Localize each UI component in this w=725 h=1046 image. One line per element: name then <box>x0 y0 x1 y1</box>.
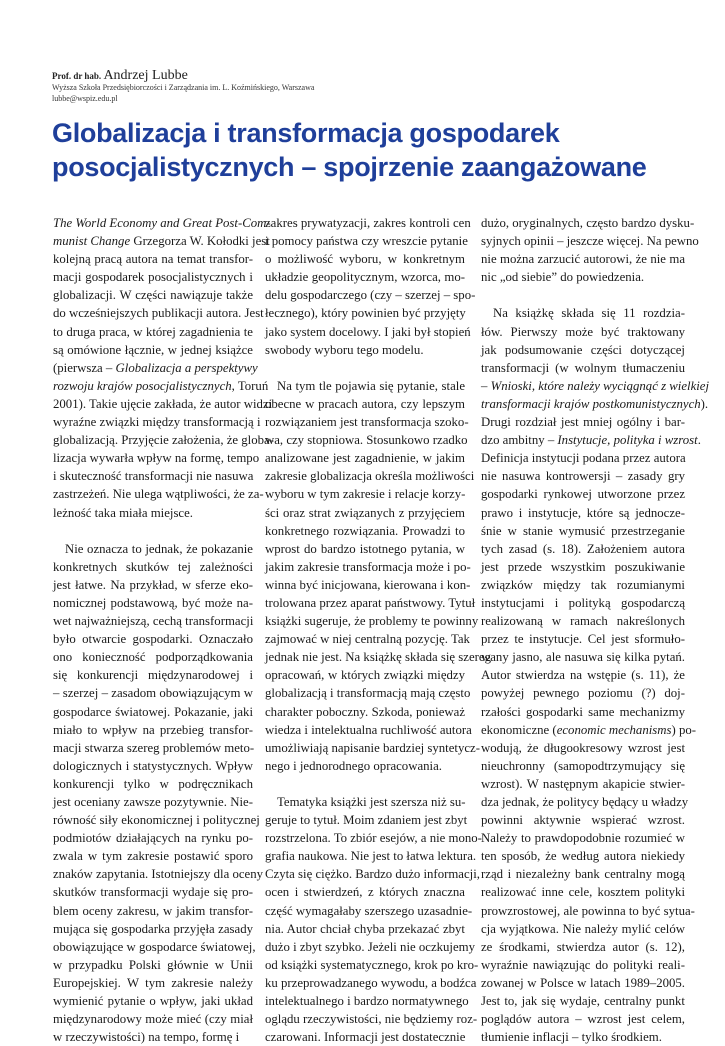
text-line: munist Change Grzegorza W. Kołodki jest <box>53 234 270 249</box>
text-line: realizowaną w ramach nakreślonych <box>481 614 685 629</box>
text-line: skutków transformacji wydaje się pro- <box>53 885 253 900</box>
text-line: łecznego), który powinien być przyjęty <box>265 306 466 321</box>
text-line: obowiązujące w gospodarce światowej, <box>53 939 256 954</box>
author-line <box>52 70 552 82</box>
text-line: poglądów autora – wzrost jest celem, <box>481 1012 685 1027</box>
text-line: globalizacją. Przyjęcie założenia, że globa- <box>53 433 274 448</box>
text-line: w rzeczywistości) na tempo, formę i <box>53 1030 240 1045</box>
text-line: wyraźnie nawiązując do polityki reali- <box>481 957 685 972</box>
italic-title-fragment: rozwoju krajów posocjalistycznych <box>53 378 232 393</box>
text-line: rozwiązaniem jest transformacja szoko- <box>265 415 469 430</box>
text-line: Czyta się ciężko. Bardzo dużo informacji, <box>265 867 480 882</box>
text-line: wa, czy stopniowa. Stosunkowo rzadko <box>265 433 468 448</box>
author-email[interactable]: lubbe@wspiz.edu.pl <box>52 94 118 103</box>
text-line: leżność taka miała miejsce. <box>53 505 193 520</box>
italic-title-fragment: Wnioski, które należy wyciągnąć z wielkiej <box>490 378 710 393</box>
title-line-2: posocjalistycznych – spojrzenie zaangażowane <box>52 152 647 182</box>
text-line: Na tym tle pojawia się pytanie, stale <box>277 378 465 393</box>
text-line: trolowana przez aparat państwowy. Tytuł <box>265 595 476 610</box>
text-line: wodują, że długookresowy wzrost jest <box>481 740 685 755</box>
text-line: równość siły ekonomicznej i politycznej <box>53 813 260 828</box>
text-line: śnie w stanie wymusić przestrzeganie <box>481 523 685 538</box>
text-line: i skuteczność transformacji nie nasuwa <box>53 469 254 484</box>
text-line: kolejną pracą autora na temat transfor- <box>53 252 253 267</box>
text-line: ekonomiczne (economic mechanisms) po- <box>481 722 697 737</box>
text-line: nomicznej podstawową, być może na- <box>53 595 253 610</box>
text-line: globalizacją i transformacją mają często <box>265 686 471 701</box>
text-line: jako system docelowy. I jaki był stopień <box>265 324 471 339</box>
text-column-1 <box>53 214 274 1046</box>
text-line: wyraźne związki między transformacją i <box>53 415 261 430</box>
text-line: oglądu rzeczywistości, nie będziemy roz- <box>265 1012 478 1027</box>
text-line: analizowane jest zagadnienie, w jakim <box>265 451 465 466</box>
article-title <box>52 116 692 184</box>
text-line: konkretnych skutków tej zależności <box>53 559 253 574</box>
text-line: prawo i instytucje, które są jednocze- <box>481 505 685 520</box>
text-line: mująca się gospodarka przyjęła zasady <box>53 921 253 936</box>
text-line: i pomocy państwa czy wreszcie pytanie <box>265 234 468 249</box>
text-line: układzie geopolitycznym, wzorca, mo- <box>265 270 465 285</box>
text-line: Europejskiej. W tym zakresie należy <box>53 975 253 990</box>
text-line: obecne w pracach autora, czy lepszym <box>265 396 465 411</box>
text-line: Tematyka książki jest szersza niż su- <box>277 795 466 809</box>
text-line: do wcześniejszych publikacji autora. Jest <box>53 306 264 321</box>
text-line: Nie oznacza to jednak, że pokazanie <box>65 541 253 556</box>
text-line: książki sugeruje, że problemy te powinny <box>265 614 479 629</box>
text-line: Należy to prawdopodobnie rozumieć w <box>481 831 685 846</box>
italic-title-fragment: Instytucje, polityka i wzrost <box>557 433 698 448</box>
text-line: syjnych opinii – jeszcze więcej. Na pewno <box>481 234 699 249</box>
text-line: wymienić pytanie o wpływ, jaki układ <box>53 994 253 1009</box>
text-line: wyboru w tym zakresie i relacje korzy- <box>265 487 466 502</box>
author-name: Andrzej Lubbe <box>103 68 188 83</box>
text-line: międzynarodowy może mieć (czy miał <box>53 1012 253 1027</box>
text-line: ści oraz strat związanych z przyjęciem <box>265 505 465 520</box>
text-line: rozwoju krajów posocjalistycznych, Toruń <box>53 378 269 393</box>
text-line: Drugi rozdział jest mniej ogólny i bar- <box>481 415 685 430</box>
italic-title-fragment: munist Change <box>53 234 131 249</box>
author-block <box>52 70 552 104</box>
text-line: konkretnego rozwiązania. Prowadzi to <box>265 523 465 538</box>
text-line: dologicznych i statystycznych. Wpływ <box>53 758 253 773</box>
text-line: nie nasuwa kontrowersji – zasady gry <box>481 469 685 484</box>
text-line: przez te instytucje. Cel jest sformuło- <box>481 632 685 647</box>
text-line: winna być inicjowana, kierowana i kon- <box>265 577 471 592</box>
text-line: zakresie globalizacja określa możliwości <box>265 469 475 484</box>
text-line: blem oceny zakresu, w jakim transfor- <box>53 903 253 918</box>
text-line: nego i jednorodnego opracowania. <box>265 758 442 773</box>
text-line: rozstrzelona. To zbiór esejów, a nie mono- <box>265 831 482 846</box>
text-line: wet najważniejszą, cechą transformacji <box>53 614 254 629</box>
paragraph-gap <box>265 359 465 377</box>
text-line: w przypadku Polski głównie w Unii <box>53 957 253 972</box>
text-line: transformacji (w wolnym tłumaczeniu <box>481 360 685 375</box>
text-line: się konkurencji międzynarodowej i <box>53 668 253 683</box>
text-line: konkurencji tylko w podręcznikach <box>53 776 253 791</box>
text-line: transformacji krajów postkomunistycznych). <box>481 396 709 411</box>
text-line: tych zasad (s. 18). Założeniem autora <box>481 541 685 556</box>
text-line: tłumienie inflacji – tylko środkiem. <box>481 1030 662 1045</box>
text-line: miało to wpływ na przebieg transfor- <box>53 722 253 737</box>
text-line: wprost do bardzo istotnego pytania, w <box>265 541 465 556</box>
text-line: opracowań, w których związki między <box>265 668 465 683</box>
text-line: od książki systematycznego, krok po kro- <box>265 957 479 972</box>
text-line: dużo, oryginalnych, często bardzo dysku- <box>481 216 695 230</box>
text-line: intelektualnego i bardzo normatywnego <box>265 994 469 1009</box>
paragraph-gap <box>53 522 253 540</box>
text-line: nie można zarzucić autorowi, że nie ma <box>481 252 685 267</box>
italic-title-fragment: economic mechanisms <box>556 722 672 737</box>
text-line: jest łatwe. Na przykład, w sferze eko- <box>53 577 253 592</box>
text-line: jak podsumowanie części dotyczącej <box>481 342 685 357</box>
text-line: było otwarcie gospodarki. Oznaczało <box>53 632 253 647</box>
italic-title-fragment: The World Economy and Great Post-Com- <box>53 216 271 230</box>
text-line: (pierwsza – Globalizacja a perspektywy <box>53 360 258 375</box>
text-line: powinni aktywnie wspierać wzrost. <box>481 813 685 828</box>
text-line: grafia naukowa. Nie jest to łatwa lektura. <box>265 849 477 864</box>
paragraph-gap <box>481 286 685 304</box>
text-line: geruje to tytuł. Moim zdaniem jest zbyt <box>265 813 468 828</box>
text-line: delu gospodarczego (czy – szerzej – spo- <box>265 288 476 303</box>
text-line: macji stwarza szereg problemów meto- <box>53 740 255 755</box>
text-line: Jest to, jak się wydaje, centralny punkt <box>481 994 685 1009</box>
text-line: – szerzej – zasadom obowiązującym w <box>53 686 253 701</box>
text-line: instytucjami i polityką gospodarczą <box>481 595 685 610</box>
paragraph-gap <box>265 775 465 793</box>
text-line: są omówione łącznie, w jednej książce <box>53 342 253 357</box>
text-column-3 <box>481 214 710 1046</box>
text-line: ocen i stwierdzeń, z których znaczna <box>265 885 465 900</box>
text-line: ze środkami, stwierdza autor (s. 12), <box>481 939 685 954</box>
text-line: czarowani. Informacji jest dostatecznie <box>265 1030 466 1045</box>
text-line: charakter poboczny. Szkoda, ponieważ <box>265 704 465 719</box>
author-title: Prof. dr hab. <box>52 71 102 81</box>
text-line: powyżej pewnego poziomu (?) doj- <box>481 686 685 701</box>
text-line: – Wnioski, które należy wyciągnąć z wielkiej <box>481 378 710 393</box>
text-line: ten sposób, że według autora niekiedy <box>481 849 685 864</box>
text-line: znaków zapytania. Istotniejszy dla oceny <box>53 867 264 882</box>
text-line: realizować inne cele, kosztem polityki <box>481 885 685 900</box>
text-line: jednak nie jest. Na książkę składa się szereg <box>265 650 491 665</box>
text-line: ku przeprowadzanego wywodu, a bodźca <box>265 975 477 990</box>
author-affiliation: Wyższa Szkoła Przedsiębiorczości i Zarządzania im. L. Koźmińskiego, Warszawa <box>52 83 315 92</box>
text-line: wiedza i intelektualna ruchliwość autora <box>265 722 472 737</box>
text-line: nieuchronny (samopodtrzymujący się <box>481 758 685 773</box>
text-line: to druga praca, w której zagadnienia te <box>53 324 253 339</box>
text-line: dużo i zbyt szybko. Jeżeli nie oczkujemy <box>265 939 476 954</box>
text-line: rzałości gospodarki same mechanizmy <box>481 704 685 719</box>
title-line-1: Globalizacja i transformacja gospodarek <box>52 118 560 148</box>
text-line: zowanej w Polsce w latach 1989–2005. <box>481 975 685 990</box>
text-line: prowzrostowej, ale powinna to być sytua- <box>481 903 695 918</box>
text-line: zakres prywatyzacji, zakres kontroli cen <box>265 216 471 230</box>
text-line: cja wyjątkowa. Nie należy mylić celów <box>481 921 685 936</box>
text-line: Na książkę składa się 11 rozdzia- <box>493 306 685 321</box>
text-column-2 <box>265 214 491 1046</box>
text-line: zwala w tym zakresie postawić sporo <box>53 849 253 864</box>
italic-title-fragment: transformacji krajów postkomunistycznych <box>481 396 701 411</box>
text-line: globalizacji. W części nawiązuje także <box>53 288 253 303</box>
text-line: gospodarki rynkowej utworzone przez <box>481 487 685 502</box>
text-line: związków między tak rozumianymi <box>481 577 685 592</box>
text-line: rząd i niezależny bank centralny mogą <box>481 867 685 882</box>
text-line: wzrost). W następnym akapicie stwier- <box>481 776 685 791</box>
text-line: 2001). Takie ujęcie zakłada, że autor widzi <box>53 396 273 411</box>
text-line: nia. Autor chciał chyba przekazać zbyt <box>265 921 465 936</box>
text-line: wany jasno, ale nasuwa się kilka pytań. <box>481 650 685 665</box>
text-line: część wymagałaby szerszego uzasadnie- <box>265 903 473 918</box>
text-line: o możliwość wyboru, w konkretnym <box>265 252 465 267</box>
text-line: jakim zakresie transformacja może i po- <box>265 559 471 574</box>
text-line: podmiotów działających na rynku po- <box>53 831 253 846</box>
text-line: jest oceniany zawsze pozytywnie. Nie- <box>53 795 253 809</box>
text-line: łów. Pierwszy może być traktowany <box>481 324 685 339</box>
text-line: swobody wyboru tego modelu. <box>265 342 424 357</box>
text-line: Autor stwierdza na wstępie (s. 11), że <box>481 668 685 683</box>
text-line: lizacja wywarła wpływ na formę, tempo <box>53 451 260 466</box>
text-line: macji gospodarek posocjalistycznych i <box>53 270 253 285</box>
text-line: nic „od siebie” do powiedzenia. <box>481 270 645 285</box>
text-line: gospodarce światowej. Pokazanie, jaki <box>53 704 253 719</box>
text-line <box>53 214 271 232</box>
text-line: ono konieczność podporządkowania <box>53 650 253 665</box>
text-line: zastrzeżeń. Nie ulega wątpliwości, że za- <box>53 487 264 502</box>
text-line: zajmować w niej centralną pozycję. Tak <box>265 632 470 647</box>
text-line: dzo ambitny – Instytucje, polityka i wzrost. <box>481 433 701 448</box>
text-line: umożliwiają napisanie bardziej syntetycz- <box>265 740 480 755</box>
text-line: Definicja instytucji podana przez autora <box>481 451 686 466</box>
text-line: jest przede wszystkim poszukiwanie <box>481 559 685 574</box>
text-line: dza jednak, że politycy będący u władzy <box>481 795 689 809</box>
italic-title-fragment: Globalizacja a perspektywy <box>115 360 258 375</box>
